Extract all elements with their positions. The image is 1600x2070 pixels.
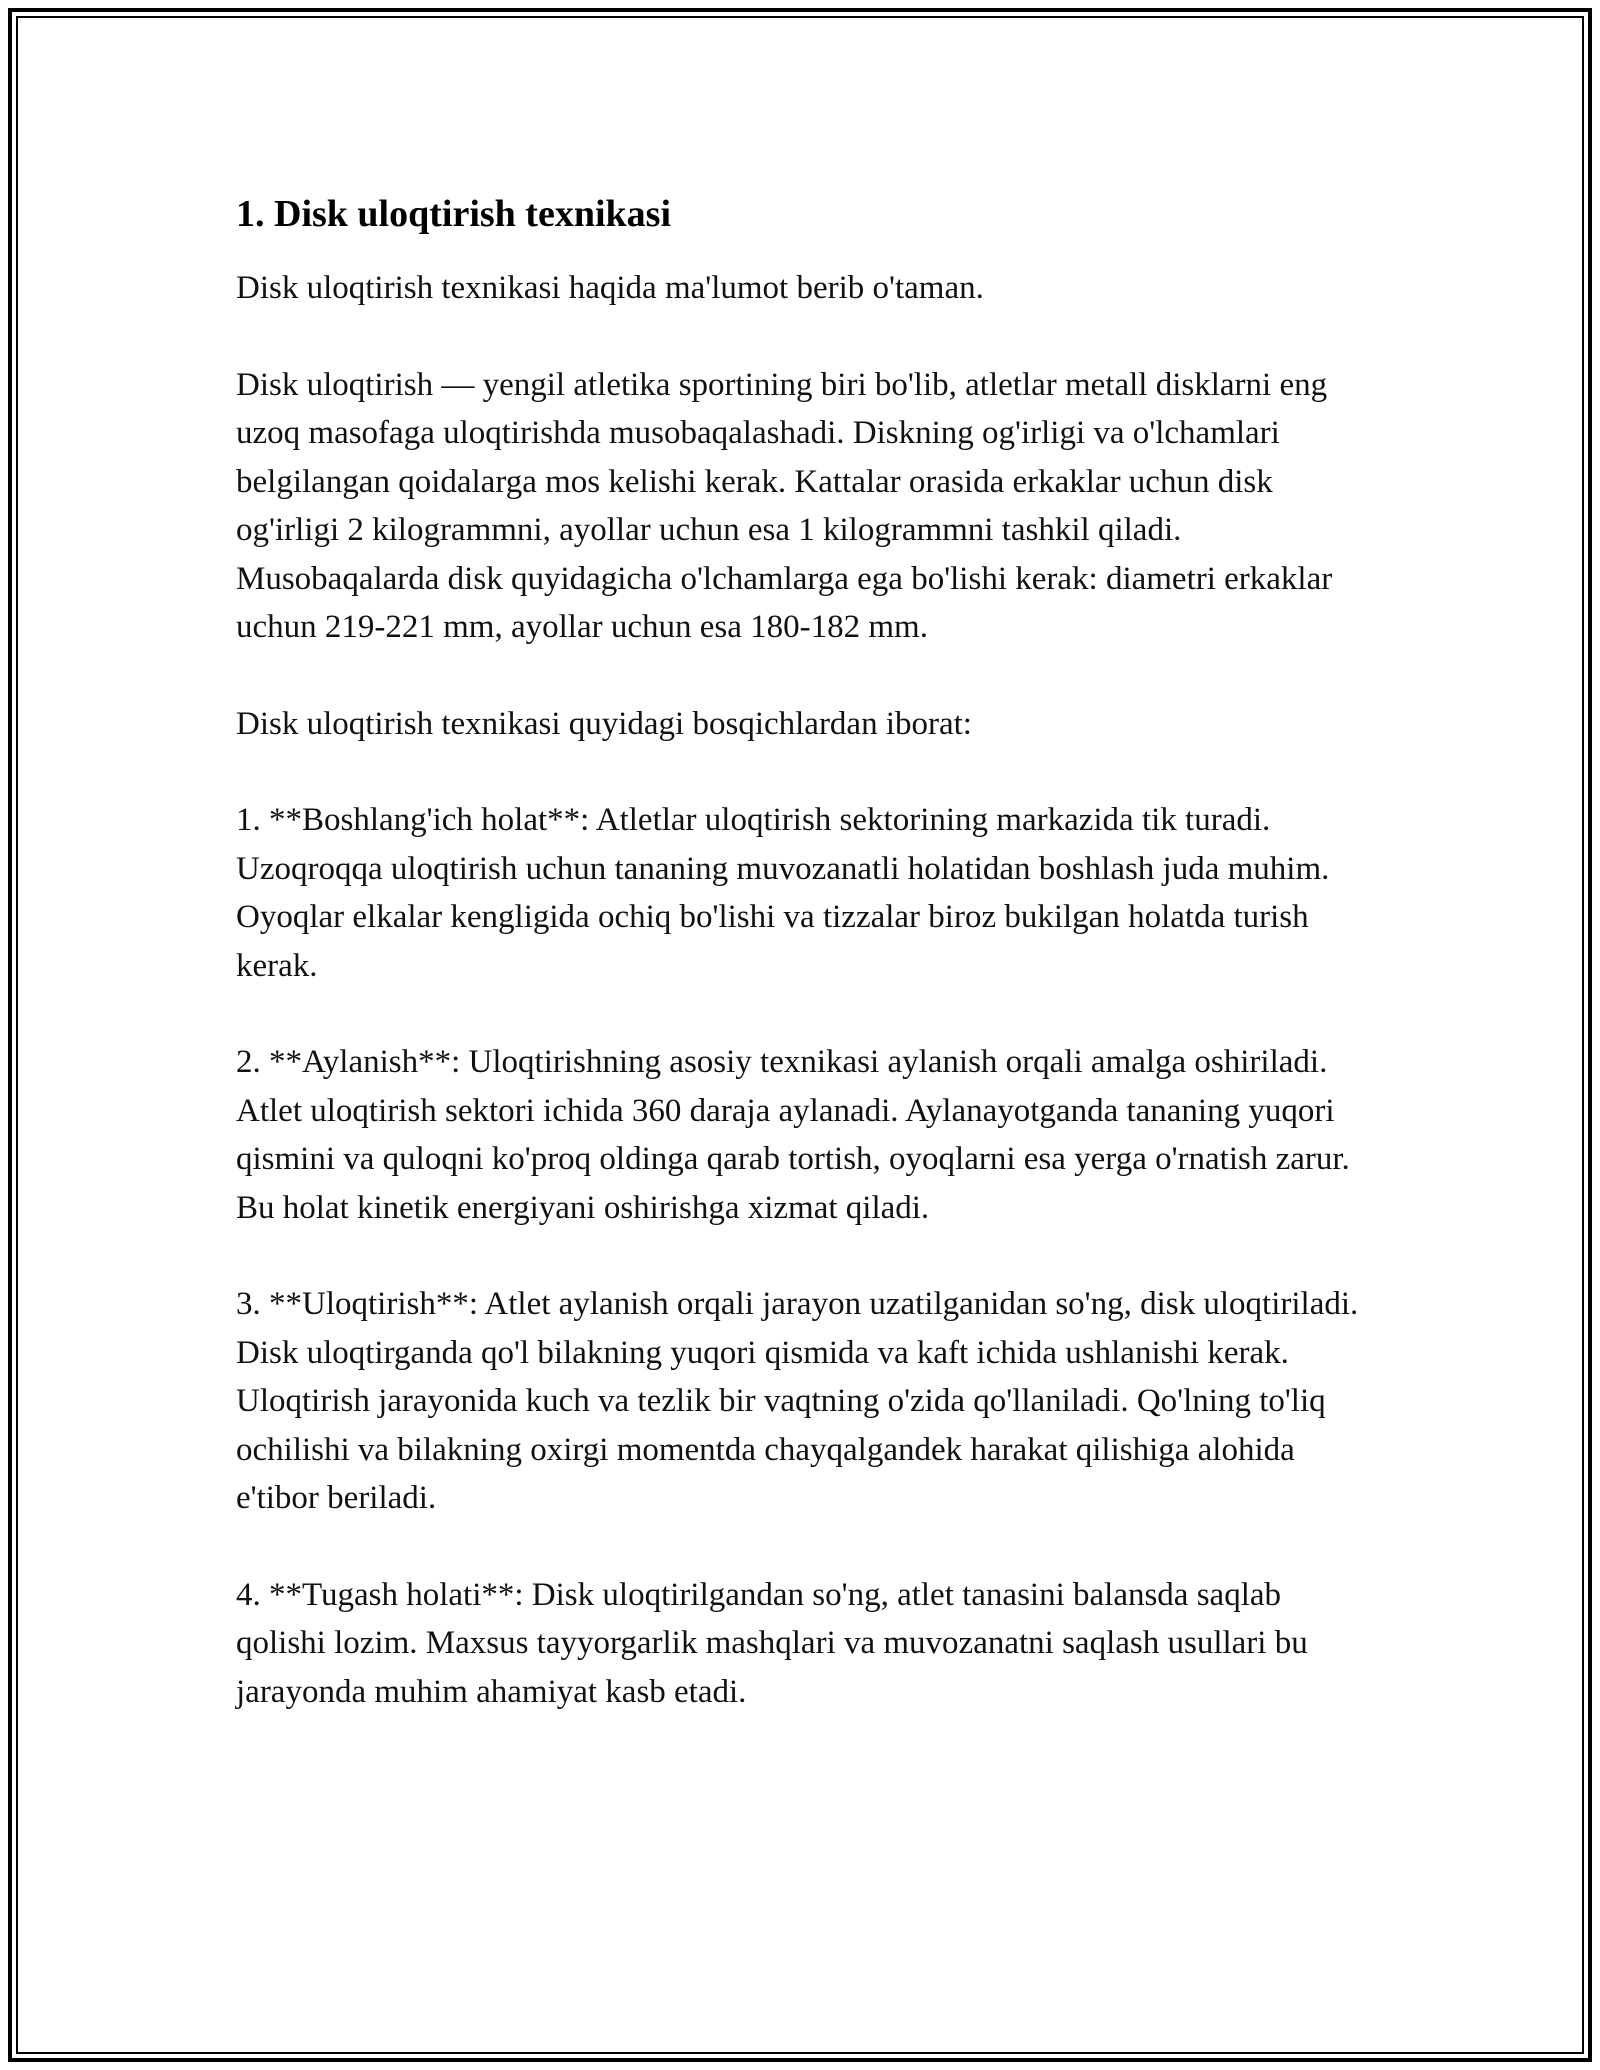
document-body <box>236 186 1376 1764</box>
stage-3-paragraph: 3. **Uloqtirish**: Atlet aylanish orqali jarayon uzatilganidan so'ng, disk uloqtiriladi. Disk uloqtirganda qo'l bilakning yuqori qismida va kaft ichida ushlanishi kerak. Uloqtirish jarayonida kuch va tezlik bir vaqtning o'zida qo'llaniladi. Qo'lning to'liq ochilishi va bilakning oxirgi momentda chayqalgandek harakat qilishiga alohida e'tibor beriladi. <box>236 1286 1359 1516</box>
stage-1-paragraph: 1. **Boshlang'ich holat**: Atletlar uloqtirish sektorining markazida tik turadi. Uzoqroqqa uloqtirish uchun tananing muvozanatli holatidan boshlash juda muhim. Oyoqlar elkalar kengligida ochiq bo'lishi va tizzalar biroz bukilgan holatda turish kerak. <box>236 802 1330 984</box>
document-title: 1. Disk uloqtirish texnikasi <box>236 193 671 235</box>
stage-2-paragraph: 2. **Aylanish**: Uloqtirishning asosiy texnikasi aylanish orqali amalga oshiriladi. Atlet uloqtirish sektori ichida 360 daraja aylanadi. Aylanayotganda tananing yuqori qismini va quloqni ko'proq oldinga qarab tortish, oyoqlarni esa yerga o'rnatish zarur. Bu holat kinetik energiyani oshirishga xizmat qiladi. <box>236 1044 1350 1226</box>
definition-paragraph: Disk uloqtirish — yengil atletika sportining biri bo'lib, atletlar metall disklarni eng uzoq masofaga uloqtirishda musobaqalashadi. Diskning og'irligi va o'lchamlari belgilangan qoidalarga mos kelishi kerak. Kattalar orasida erkaklar uchun disk og'irligi 2 kilogrammni, ayollar uchun esa 1 kilogrammni tashkil qiladi. Musobaqalarda disk quyidagicha o'lchamlarga ega bo'lishi kerak: diametri erkaklar uchun 219-221 mm, ayollar uchun esa 180-182 mm. <box>236 366 1333 645</box>
intro-paragraph: Disk uloqtirish texnikasi haqida ma'lumot berib o'taman. <box>236 270 984 306</box>
stages-intro-paragraph: Disk uloqtirish texnikasi quyidagi bosqichlardan iborat: <box>236 705 972 742</box>
stage-4-paragraph: 4. **Tugash holati**: Disk uloqtirilgandan so'ng, atlet tanasini balansda saqlab qolishi lozim. Maxsus tayyorgarlik mashqlari va muvozanatni saqlash usullari bu jarayonda muhim ahamiyat kasb etadi. <box>236 1576 1308 1710</box>
